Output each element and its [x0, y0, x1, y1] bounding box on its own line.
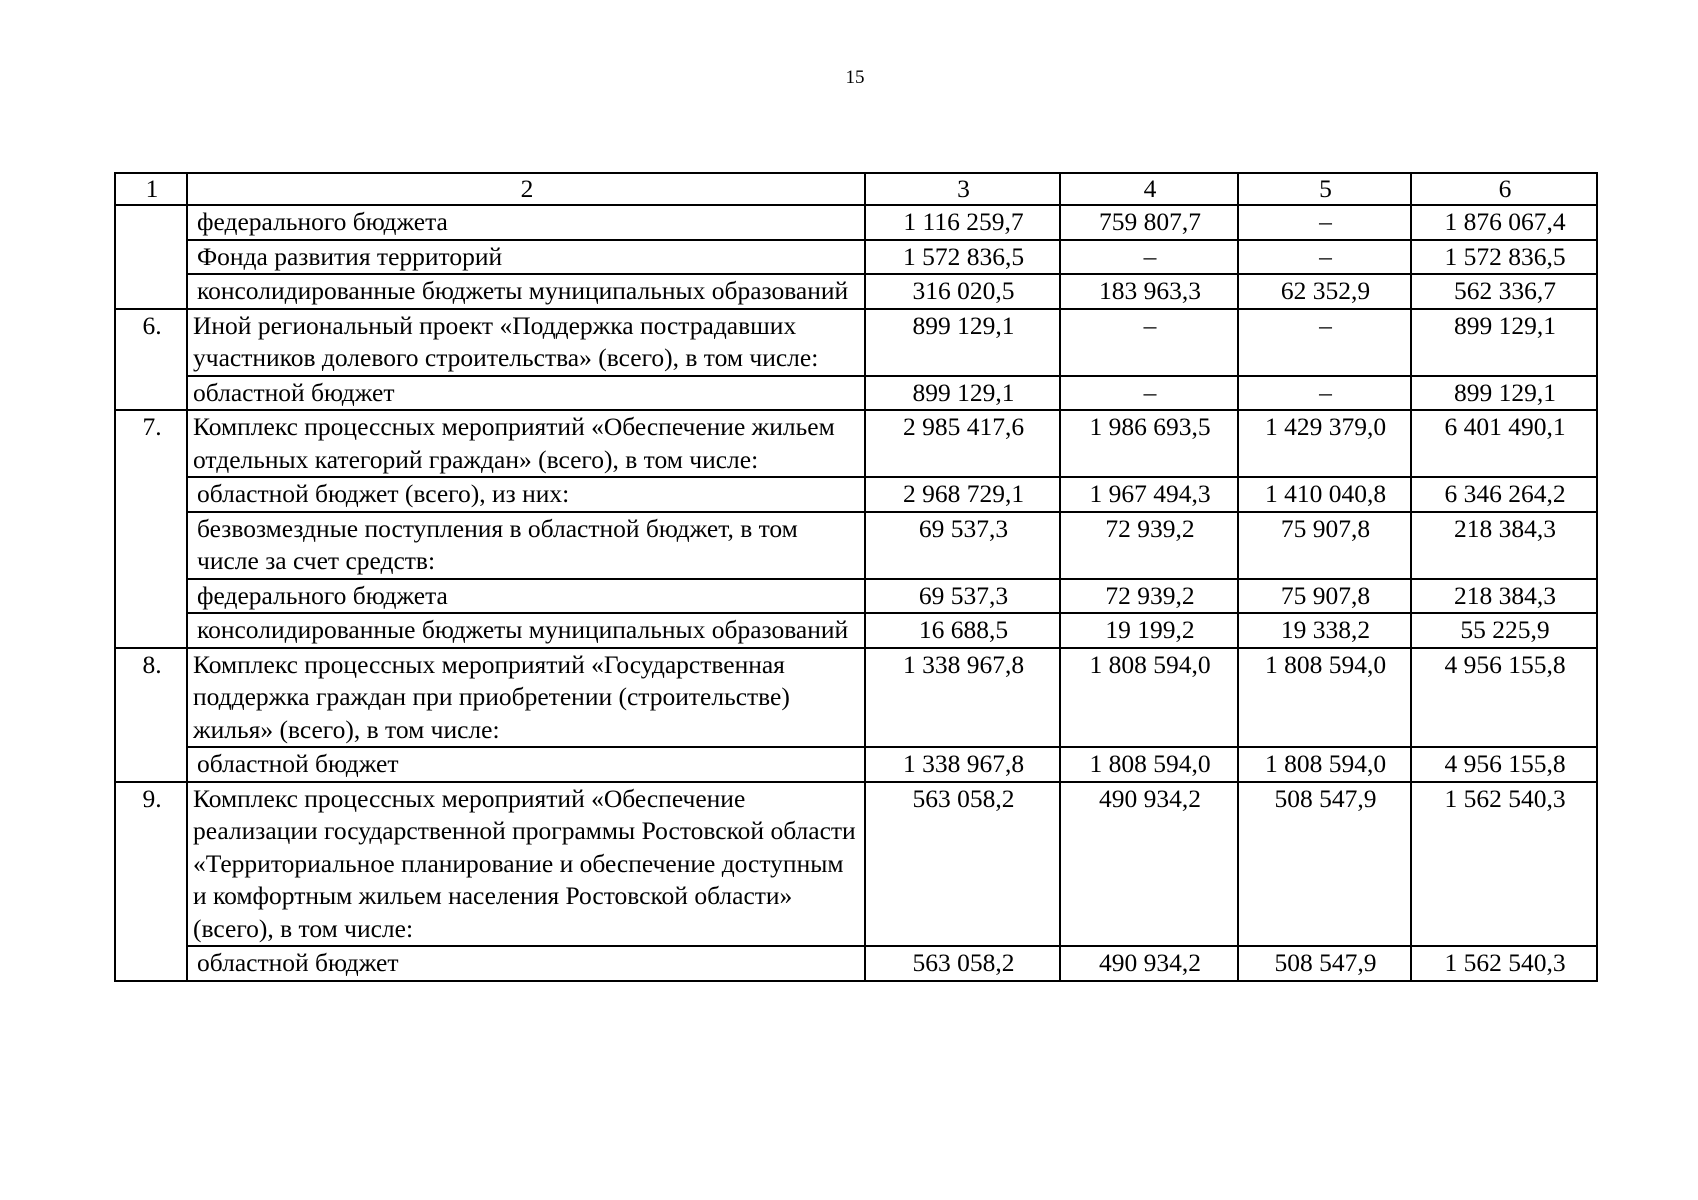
table-row	[115, 309, 1597, 376]
value-col-5: 75 907,8	[1238, 579, 1411, 614]
row-description: Иной региональный проект «Поддержка пострадавших участников долевого строительства» (всего), в том числе:	[187, 309, 865, 376]
value-col-5: –	[1238, 309, 1411, 376]
value-col-6: 218 384,3	[1411, 512, 1597, 579]
row-description: безвозмездные поступления в областной бюджет, в том числе за счет средств:	[187, 512, 865, 579]
value-col-3: 563 058,2	[865, 782, 1060, 947]
value-col-4: 72 939,2	[1060, 579, 1238, 614]
value-col-3: 69 537,3	[865, 579, 1060, 614]
header-cell: 1	[115, 173, 187, 205]
value-col-5: –	[1238, 376, 1411, 411]
value-col-3: 899 129,1	[865, 309, 1060, 376]
row-description: областной бюджет (всего), из них:	[187, 477, 865, 512]
table-row	[115, 512, 1597, 579]
value-col-5: 1 429 379,0	[1238, 410, 1411, 477]
value-col-3: 316 020,5	[865, 274, 1060, 309]
row-description: Фонда развития территорий	[187, 240, 865, 275]
header-cell: 2	[187, 173, 865, 205]
value-col-6: 6 346 264,2	[1411, 477, 1597, 512]
row-description: федерального бюджета	[187, 579, 865, 614]
row-description: областной бюджет	[187, 376, 865, 411]
value-col-5: 508 547,9	[1238, 946, 1411, 981]
value-col-6: 562 336,7	[1411, 274, 1597, 309]
table-row	[115, 946, 1597, 981]
value-col-3: 1 116 259,7	[865, 205, 1060, 240]
row-number	[115, 240, 187, 275]
table-header-row	[115, 173, 1597, 205]
value-col-3: 69 537,3	[865, 512, 1060, 579]
table-row	[115, 747, 1597, 782]
value-col-4: 72 939,2	[1060, 512, 1238, 579]
value-col-3: 16 688,5	[865, 613, 1060, 648]
table-row	[115, 205, 1597, 240]
table-row	[115, 613, 1597, 648]
row-number: 6.	[115, 309, 187, 376]
row-description: Комплекс процессных мероприятий «Государственная поддержка граждан при приобретении (строительстве) жилья» (всего), в том числе:	[187, 648, 865, 748]
table-row	[115, 477, 1597, 512]
value-col-5: –	[1238, 240, 1411, 275]
value-col-3: 563 058,2	[865, 946, 1060, 981]
row-number	[115, 376, 187, 411]
row-number: 7.	[115, 410, 187, 477]
value-col-6: 6 401 490,1	[1411, 410, 1597, 477]
value-col-4: 759 807,7	[1060, 205, 1238, 240]
value-col-6: 1 876 067,4	[1411, 205, 1597, 240]
row-number	[115, 477, 187, 512]
table-row	[115, 648, 1597, 748]
row-number	[115, 613, 187, 648]
row-number: 8.	[115, 648, 187, 748]
value-col-3: 1 338 967,8	[865, 747, 1060, 782]
header-cell: 5	[1238, 173, 1411, 205]
table-row	[115, 376, 1597, 411]
row-description: Комплекс процессных мероприятий «Обеспечение реализации государственной программы Ростовской области «Территориальное планирование и обеспечение доступным и комфортным жильем населения Ростовской области» (всего), в том числе:	[187, 782, 865, 947]
budget-table	[114, 172, 1598, 982]
value-col-6: 899 129,1	[1411, 376, 1597, 411]
value-col-4: –	[1060, 309, 1238, 376]
value-col-5: 19 338,2	[1238, 613, 1411, 648]
row-description: консолидированные бюджеты муниципальных образований	[187, 613, 865, 648]
value-col-5: 1 808 594,0	[1238, 648, 1411, 748]
table-row	[115, 274, 1597, 309]
table-row	[115, 782, 1597, 947]
value-col-3: 899 129,1	[865, 376, 1060, 411]
value-col-5: 62 352,9	[1238, 274, 1411, 309]
value-col-4: 490 934,2	[1060, 782, 1238, 947]
value-col-6: 899 129,1	[1411, 309, 1597, 376]
value-col-4: 183 963,3	[1060, 274, 1238, 309]
row-number	[115, 946, 187, 981]
row-description: консолидированные бюджеты муниципальных образований	[187, 274, 865, 309]
value-col-4: 19 199,2	[1060, 613, 1238, 648]
value-col-3: 2 985 417,6	[865, 410, 1060, 477]
value-col-4: 1 808 594,0	[1060, 747, 1238, 782]
value-col-3: 2 968 729,1	[865, 477, 1060, 512]
value-col-3: 1 572 836,5	[865, 240, 1060, 275]
value-col-5: 75 907,8	[1238, 512, 1411, 579]
row-description: Комплекс процессных мероприятий «Обеспечение жильем отдельных категорий граждан» (всего), в том числе:	[187, 410, 865, 477]
row-number	[115, 579, 187, 614]
value-col-5: 508 547,9	[1238, 782, 1411, 947]
value-col-6: 1 572 836,5	[1411, 240, 1597, 275]
value-col-6: 4 956 155,8	[1411, 648, 1597, 748]
row-number	[115, 512, 187, 579]
value-col-6: 4 956 155,8	[1411, 747, 1597, 782]
row-description: областной бюджет	[187, 747, 865, 782]
row-number	[115, 205, 187, 240]
row-number	[115, 747, 187, 782]
page-number: 15	[845, 67, 865, 88]
row-number: 9.	[115, 782, 187, 947]
table-row	[115, 579, 1597, 614]
value-col-5: –	[1238, 205, 1411, 240]
row-number	[115, 274, 187, 309]
table-row	[115, 240, 1597, 275]
header-cell: 6	[1411, 173, 1597, 205]
value-col-4: 1 986 693,5	[1060, 410, 1238, 477]
value-col-6: 1 562 540,3	[1411, 782, 1597, 947]
header-cell: 4	[1060, 173, 1238, 205]
header-cell: 3	[865, 173, 1060, 205]
value-col-4: 1 967 494,3	[1060, 477, 1238, 512]
value-col-4: –	[1060, 376, 1238, 411]
value-col-4: 490 934,2	[1060, 946, 1238, 981]
table-row	[115, 410, 1597, 477]
value-col-4: 1 808 594,0	[1060, 648, 1238, 748]
value-col-6: 218 384,3	[1411, 579, 1597, 614]
value-col-6: 55 225,9	[1411, 613, 1597, 648]
value-col-4: –	[1060, 240, 1238, 275]
value-col-3: 1 338 967,8	[865, 648, 1060, 748]
row-description: федерального бюджета	[187, 205, 865, 240]
value-col-5: 1 808 594,0	[1238, 747, 1411, 782]
row-description: областной бюджет	[187, 946, 865, 981]
value-col-5: 1 410 040,8	[1238, 477, 1411, 512]
value-col-6: 1 562 540,3	[1411, 946, 1597, 981]
